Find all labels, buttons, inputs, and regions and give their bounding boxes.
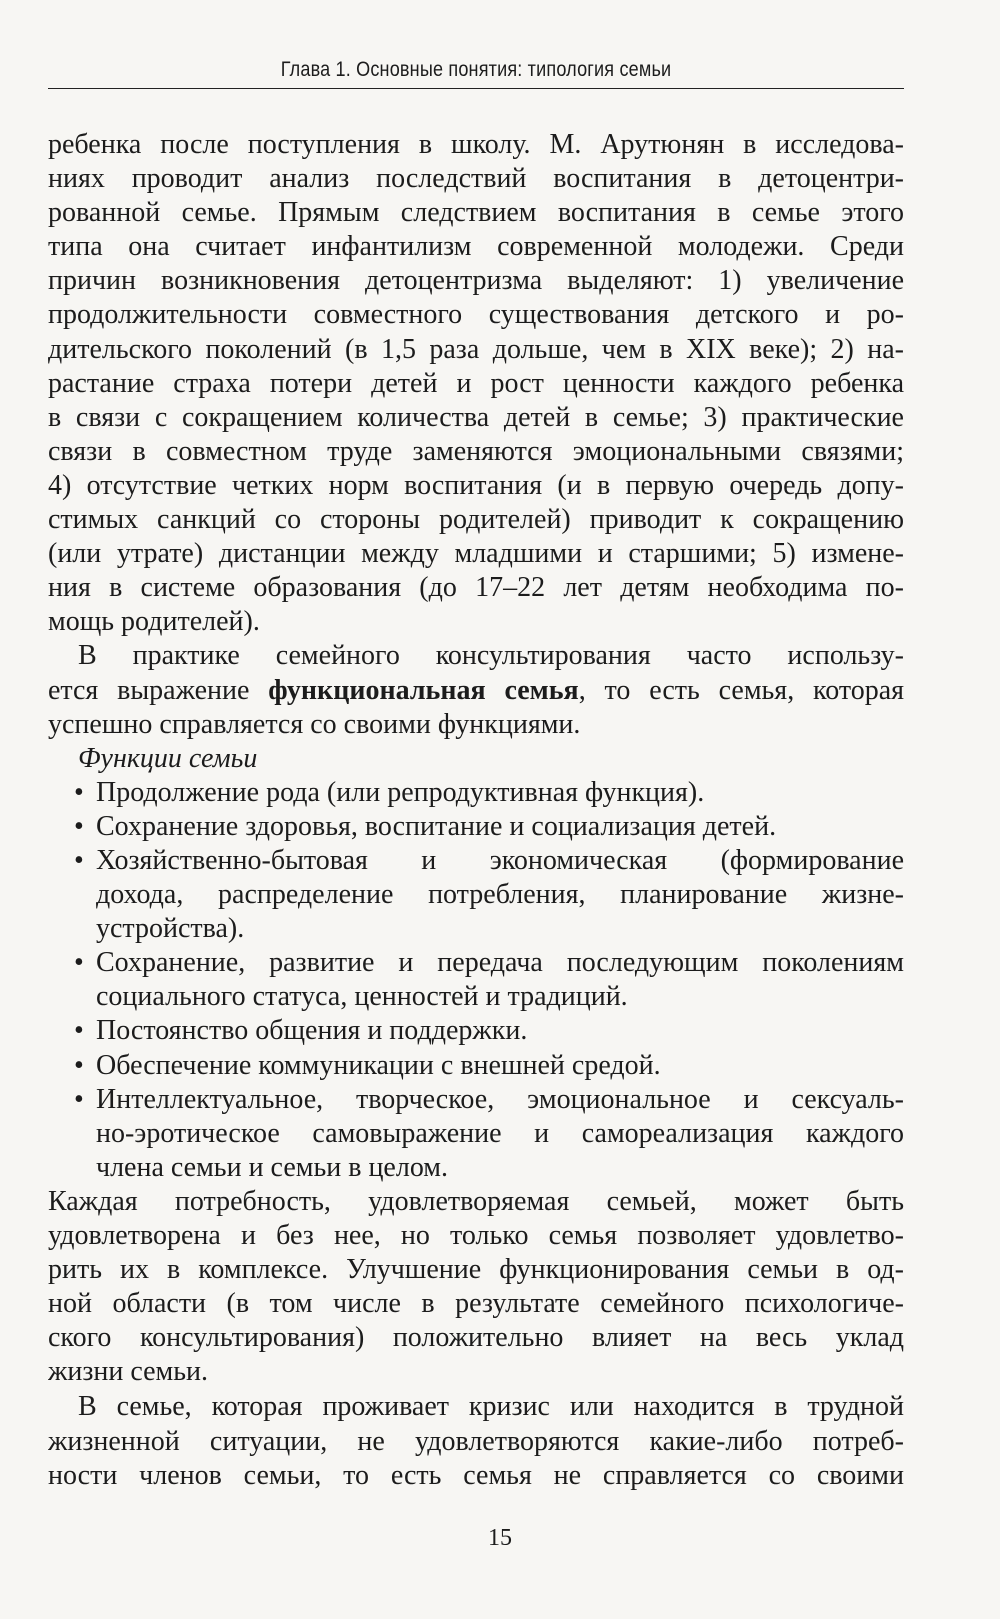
paragraph-2 bbox=[48, 639, 904, 741]
text-line: но-эротическое самовыражение и самореализация каждого bbox=[96, 1117, 904, 1149]
text-line bbox=[48, 1083, 904, 1117]
paragraph-1 bbox=[48, 128, 904, 639]
bullet-icon: • bbox=[74, 947, 84, 979]
functions-heading: Функции семьи bbox=[78, 742, 258, 774]
running-header: Глава 1. Основные понятия: типология семьи bbox=[280, 58, 672, 81]
bullet-icon: • bbox=[74, 1049, 84, 1081]
bullet-icon: • bbox=[74, 1015, 84, 1047]
text-line bbox=[48, 1049, 904, 1083]
text-line: ности членов семьи, то есть семья не справляется со своими bbox=[48, 1459, 904, 1491]
text-line: В семье, которая проживает кризис или находится в трудной bbox=[78, 1391, 904, 1423]
header-rule bbox=[48, 88, 904, 89]
list-item bbox=[48, 1083, 904, 1185]
paragraph-3 bbox=[48, 1185, 904, 1390]
text-fragment: ется выражение bbox=[48, 674, 269, 706]
list-item-text: Хозяйственно-бытовая и экономическая (формирование bbox=[96, 844, 904, 876]
text-line: удовлетворена и без нее, но только семья позволяет удовлетво- bbox=[48, 1220, 904, 1251]
list-item bbox=[48, 776, 904, 810]
text-line: ниях проводит анализ последствий воспитания в детоцентри- bbox=[48, 163, 904, 195]
text-line: мощь родителей). bbox=[48, 606, 260, 638]
text-line: типа она считает инфантилизм современной молодежи. Среди bbox=[48, 231, 904, 263]
text-line: ной области (в том числе в результате семейного психологиче- bbox=[48, 1288, 904, 1320]
text-line bbox=[48, 810, 904, 844]
list-item-text: Продолжение рода (или репродуктивная функция). bbox=[96, 776, 705, 808]
text-line: социального статуса, ценностей и традиций. bbox=[96, 981, 628, 1013]
text-line: рить их в комплексе. Улучшение функционирования семьи в од- bbox=[48, 1254, 904, 1286]
bullet-icon: • bbox=[74, 810, 84, 842]
list-item-text: Обеспечение коммуникации с внешней средой. bbox=[96, 1049, 661, 1081]
text-line: 4) отсутствие четких норм воспитания (и в первую очередь допу- bbox=[48, 469, 904, 501]
text-line bbox=[48, 1014, 904, 1048]
text-line: стимых санкций со стороны родителей) приводит к сокращению bbox=[48, 504, 904, 536]
text-line bbox=[48, 844, 904, 878]
bullet-icon: • bbox=[74, 1083, 84, 1115]
text-line: члена семьи и семьи в целом. bbox=[96, 1151, 449, 1183]
text-line: дохода, распределение потребления, планирование жизне- bbox=[96, 879, 904, 911]
text-line: В практике семейного консультирования часто использу- bbox=[78, 640, 904, 672]
text-line: Каждая потребность, удовлетворяемая семьей, может быть bbox=[48, 1185, 904, 1217]
list-item-text: Сохранение здоровья, воспитание и социализация детей. bbox=[96, 810, 777, 842]
text-line: причин возникновения детоцентризма выделяют: 1) увеличение bbox=[48, 265, 904, 297]
bullet-icon: • bbox=[74, 844, 84, 876]
text-line: (или утрате) дистанции между младшими и старшими; 5) измене- bbox=[48, 538, 904, 570]
page-number: 15 bbox=[488, 1525, 512, 1551]
functions-list bbox=[48, 776, 904, 1185]
list-item bbox=[48, 844, 904, 946]
text-line: ребенка после поступления в школу. М. Арутюнян в исследова- bbox=[48, 129, 904, 160]
text-line: связи в совместном труде заменяются эмоциональными связями; bbox=[48, 435, 904, 467]
text-line: жизни семьи. bbox=[48, 1356, 209, 1388]
text-line: в связи с сокращением количества детей в семье; 3) практические bbox=[48, 401, 904, 433]
text-line bbox=[48, 674, 904, 708]
list-item-text: Сохранение, развитие и передача последующим поколениям bbox=[96, 947, 904, 979]
bold-term: функциональная семья bbox=[268, 674, 579, 706]
text-line: успешно справляется со своими функциями. bbox=[48, 708, 581, 740]
text-line: ского консультирования) положительно влияет на весь уклад bbox=[48, 1322, 904, 1354]
text-line: продолжительности совместного существования детского и ро- bbox=[48, 299, 904, 331]
text-line: растание страха потери детей и рост ценности каждого ребенка bbox=[48, 367, 904, 399]
list-item bbox=[48, 810, 904, 844]
text-line: устройства). bbox=[96, 913, 245, 945]
text-line: ния в системе образования (до 17–22 лет детям необходима по- bbox=[48, 572, 904, 604]
text-fragment: , то есть семья, которая bbox=[578, 674, 904, 706]
page-body bbox=[48, 128, 904, 1493]
text-line bbox=[48, 776, 904, 810]
text-line: жизненной ситуации, не удовлетворяются какие-либо потреб- bbox=[48, 1425, 904, 1457]
list-item bbox=[48, 1014, 904, 1048]
paragraph-4 bbox=[48, 1390, 904, 1492]
list-item-text: Постоянство общения и поддержки. bbox=[96, 1015, 528, 1047]
list-item-text: Интеллектуальное, творческое, эмоциональное и сексуаль- bbox=[96, 1083, 904, 1115]
bullet-icon: • bbox=[74, 776, 84, 808]
list-item bbox=[48, 1049, 904, 1083]
text-line: дительского поколений (в 1,5 раза дольше, чем в XIX веке); 2) на- bbox=[48, 333, 904, 365]
text-line: рованной семье. Прямым следствием воспитания в семье этого bbox=[48, 197, 904, 229]
list-item bbox=[48, 946, 904, 1014]
text-line bbox=[48, 946, 904, 980]
